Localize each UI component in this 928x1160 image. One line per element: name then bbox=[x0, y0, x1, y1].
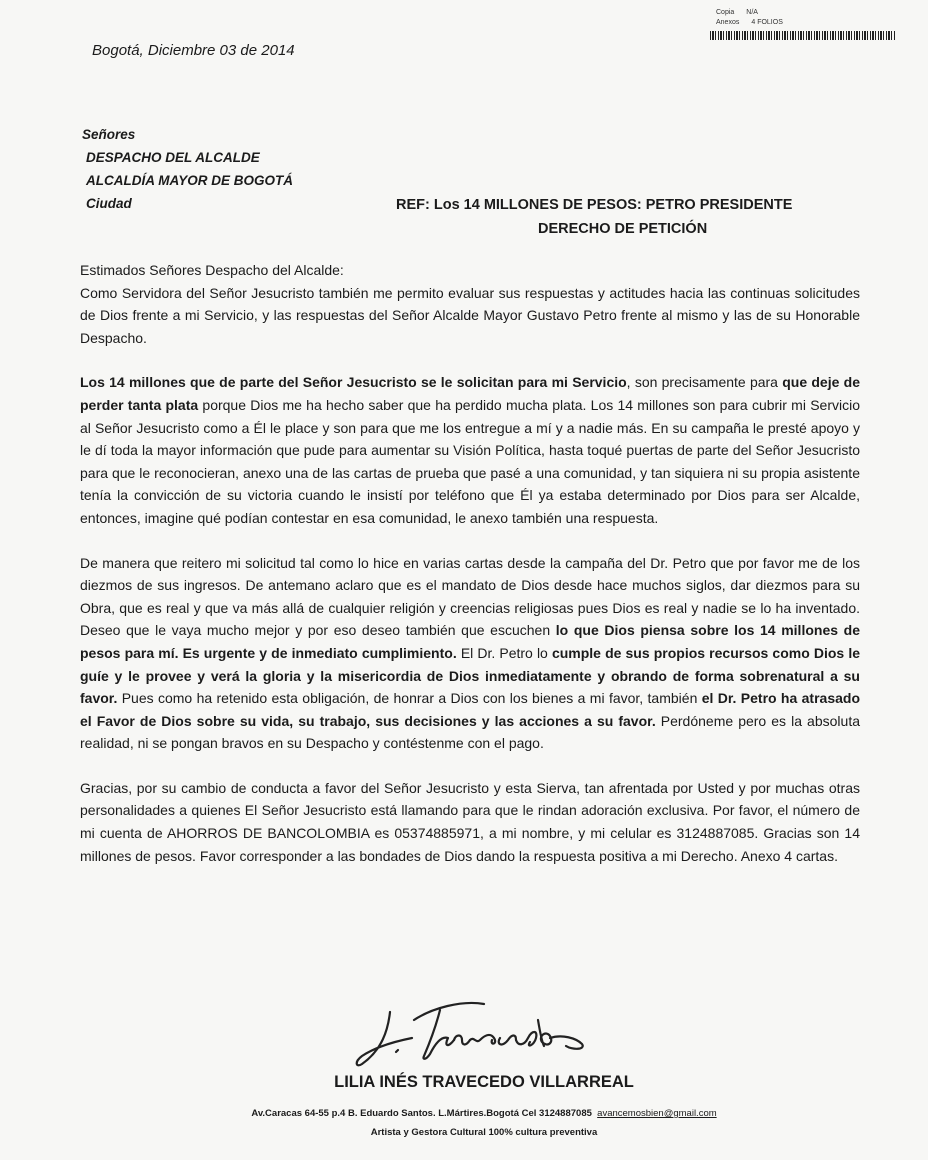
paragraph-bold: que deje de perder tanta plata bbox=[80, 374, 860, 413]
salutation bbox=[80, 259, 860, 349]
paragraph-text: El Dr. Petro lo bbox=[456, 644, 552, 661]
footer-tagline: Artista y Gestora Cultural 100% cultura preventiva bbox=[370, 1127, 598, 1138]
paragraph-text: De manera que reitero mi solicitud tal como lo hice en varias cartas desde la campaña del Dr. Petro que por favor me de los diezmos de sus ingresos. De antemano aclaro que es el mandato de Dios desde hace muchos siglos, dar diezmos para su Obra, que es real y que va más allá de cualquier religión y creencias religiosas pues Dios es real y nadie se lo ha inventado. Deseo que le vaya mucho mejor y por eso deseo también que escuchen bbox=[80, 554, 860, 639]
reference-line: REF: Los 14 MILLONES DE PESOS: PETRO PRESIDENTE bbox=[396, 197, 793, 213]
letter-body bbox=[80, 259, 860, 867]
handwritten-signature bbox=[352, 990, 612, 1072]
recipient-line: Señores bbox=[82, 127, 136, 142]
salutation-text: Estimados Señores Despacho del Alcalde: bbox=[80, 262, 344, 278]
paragraph-text: , son precisamente para bbox=[626, 374, 783, 391]
copia-label: Copia bbox=[716, 9, 735, 16]
copia-value: N/A bbox=[746, 9, 758, 16]
footer-email[interactable]: avancemosbien@gmail.com bbox=[597, 1108, 717, 1119]
paragraph-text: Perdóneme pero es la absoluta realidad, ni se pongan bravos en su Despacho y contéstenme con el pago. bbox=[80, 712, 860, 752]
reference-block bbox=[396, 193, 792, 241]
recipient-block bbox=[82, 123, 293, 215]
filing-stamp bbox=[710, 8, 900, 40]
paragraph-text: Pues como ha retenido esta obligación, de honrar a Dios con los bienes a mi favor, también bbox=[117, 690, 702, 707]
signer-name: LILIA INÉS TRAVECEDO VILLARREAL bbox=[334, 1073, 634, 1091]
paragraph bbox=[80, 777, 860, 867]
anexos-label: Anexos bbox=[716, 19, 740, 26]
paragraph-bold: lo que Dios piensa sobre los 14 millones de pesos para mí. Es urgente y de inmediato cumplimiento. bbox=[80, 622, 860, 661]
paragraph-bold: el Dr. Petro ha atrasado el Favor de Dios sobre su vida, su trabajo, sus decisiones y las acciones a su favor. bbox=[80, 690, 860, 729]
paragraph-text: Gracias, por su cambio de conducta a favor del Señor Jesucristo y esta Sierva, tan afrentada por Usted y por muchas otras personalidades a quienes El Señor Jesucristo está llamando para que le rindan adoración exclusiva. Por favor, el número de mi cuenta de AHORROS DE BANCOLOMBIA es 05374885971, a mi nombre, y mi celular es 3124887085. Gracias son 14 millones de pesos. Favor corresponder a las bondades de Dios dando la respuesta positiva a mi Derecho. Anexo 4 cartas. bbox=[80, 779, 860, 864]
paragraph-text: porque Dios me ha hecho saber que ha perdido mucha plata. Los 14 millones son para cubrir mi Servicio al Señor Jesucristo como a Él le place y son para que me los entregue a mí y a nadie más. En su campaña le presté apoyo y le dí toda la mayor información que pude para aumentar su Visión Política, hasta toqué puertas de parte del Señor Jesucristo para que le reconocieran, anexo una de las cartas de prueba que pasé a una comunidad, y tan siquiera ni su propia asistente tenía la convicción de su victoria cuando le insistí por teléfono que Él ya estaba determinado por Dios para ser Alcalde, entonces, imagine qué podían contestar en esa comunidad, le anexo también una respuesta. bbox=[80, 396, 860, 526]
recipient-line: DESPACHO DEL ALCALDE bbox=[86, 150, 260, 165]
paragraph bbox=[80, 371, 860, 529]
footer-address: Av.Caracas 64-55 p.4 B. Eduardo Santos. L.Mártires.Bogotá Cel 3124887085 bbox=[251, 1108, 592, 1119]
reference-line: DERECHO DE PETICIÓN bbox=[538, 221, 708, 237]
paragraph-bold: cumple de sus propios recursos como Dios le guíe y le provee y verá la gloria y la misericordia de Dios inmediatamente y obrando de forma sobrenatural a su favor. bbox=[80, 644, 860, 707]
paragraph-bold: Los 14 millones que de parte del Señor Jesucristo se le solicitan para mi Servicio bbox=[80, 374, 627, 391]
recipient-line: Ciudad bbox=[86, 196, 132, 211]
paragraph-text: Como Servidora del Señor Jesucristo también me permito evaluar sus respuestas y actitudes hacia las continuas solicitudes de Dios frente a mi Servicio, y las respuestas del Señor Alcalde Mayor Gustavo Petro frente al mismo y las de su Honorable Despacho. bbox=[80, 284, 860, 346]
letter-date: Bogotá, Diciembre 03 de 2014 bbox=[92, 42, 295, 59]
anexos-value: 4 FOLIOS bbox=[751, 19, 783, 26]
recipient-line: ALCALDÍA MAYOR DE BOGOTÁ bbox=[86, 173, 293, 188]
letter-footer bbox=[0, 1104, 928, 1142]
paragraph bbox=[80, 552, 860, 755]
footer-contact bbox=[40, 1104, 928, 1123]
barcode bbox=[710, 31, 896, 40]
